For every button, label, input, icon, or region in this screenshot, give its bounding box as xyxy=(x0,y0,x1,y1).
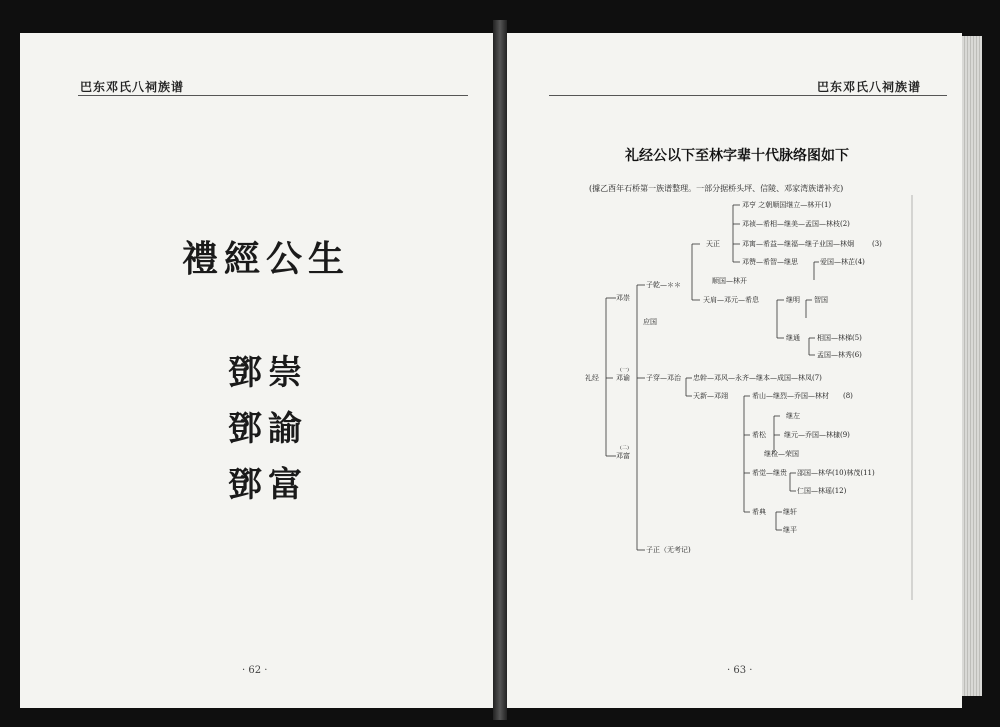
node-jiming: 继明 xyxy=(786,296,800,304)
node-ziqian: 子乾—＊＊ xyxy=(646,281,681,289)
name-deng-yu: 鄧諭 xyxy=(228,409,308,449)
node-shunguo: 顺国—林开 xyxy=(712,277,747,285)
left-header: 巴东邓氏八祠族谱 xyxy=(80,80,185,94)
node-dengyu-2: 邓寓—希益—继福—继子业国—林炯 xyxy=(742,240,854,248)
node-yingguo: 应国 xyxy=(643,318,657,326)
name-deng-fu: 鄧富 xyxy=(228,465,308,505)
left-heading: 禮經公生 xyxy=(182,238,351,280)
node-jitong: 继通 xyxy=(786,334,800,342)
node-deng-chong: 邓崇 xyxy=(616,294,630,302)
node-deng-yu: 邓谕 xyxy=(616,374,630,382)
node-dengzan: 邓赞—希智—继思 xyxy=(742,258,798,266)
chart-subtitle: (據乙酉年石桥第一族谱整理。一部分据桥头坪、信陵、邓家湾族谱补充) xyxy=(589,184,844,193)
node-mark-3: (3) xyxy=(872,240,882,248)
node-dengzhen: 邓祯—希相—继美—孟国—林枝(2) xyxy=(742,220,850,228)
node-dengheng: 邓亨 之朝顺国继立—林开(1) xyxy=(742,201,832,209)
node-tianjian: 天肩—邓元—希息 xyxy=(703,296,759,304)
chart-title: 礼经公以下至林字辈十代脉络图如下 xyxy=(625,148,849,164)
node-xijue: 希觉—继贵 xyxy=(752,469,787,477)
node-shaoguo: 邵国—林华(10)林茂(11) xyxy=(797,469,875,477)
node-tianxin: 天新—邓翊 xyxy=(693,392,728,400)
node-zhiguo: 智国 xyxy=(814,296,828,304)
left-page-number: · 62 · xyxy=(242,665,268,676)
node-xidian: 希典 xyxy=(752,508,766,516)
node-zizheng: 子正（无考记) xyxy=(646,546,691,554)
node-mark-2: (二) xyxy=(620,445,629,451)
node-aiguo: 爱国—林芷(4) xyxy=(820,258,865,266)
node-zhonggan: 忠幹—邓风—永齐—继本—成国—林凤(7) xyxy=(693,374,822,382)
right-header: 巴东邓氏八祠族谱 xyxy=(817,80,922,94)
node-lijing: 礼经 xyxy=(585,374,599,382)
node-tianzheng: 天正 xyxy=(706,240,720,248)
node-xishan: 希山—继烈—乔国—林材 xyxy=(752,392,829,400)
node-deng-fu: 邓富 xyxy=(616,452,630,460)
node-jizuo: 继左 xyxy=(786,412,800,420)
node-jijian: 继检—荣国 xyxy=(764,450,799,458)
name-deng-chong: 鄧崇 xyxy=(228,353,308,393)
node-zichuan: 子穿—邓治 xyxy=(646,374,681,382)
node-jixuan: 继轩 xyxy=(783,508,797,516)
node-mengguo: 孟国—林秀(6) xyxy=(817,351,862,359)
node-xiangguo: 相国—林梯(5) xyxy=(817,334,862,342)
node-mark-8: (8) xyxy=(843,392,853,400)
node-jiyuan: 继元—乔国—林棣(9) xyxy=(784,431,850,439)
right-page-number: · 63 · xyxy=(727,665,753,676)
node-xisong: 希松 xyxy=(752,431,766,439)
node-renguo: 仁国—林瑶(12) xyxy=(797,487,847,495)
node-mark-1: (一) xyxy=(620,367,629,373)
node-jiping: 继平 xyxy=(783,526,797,534)
